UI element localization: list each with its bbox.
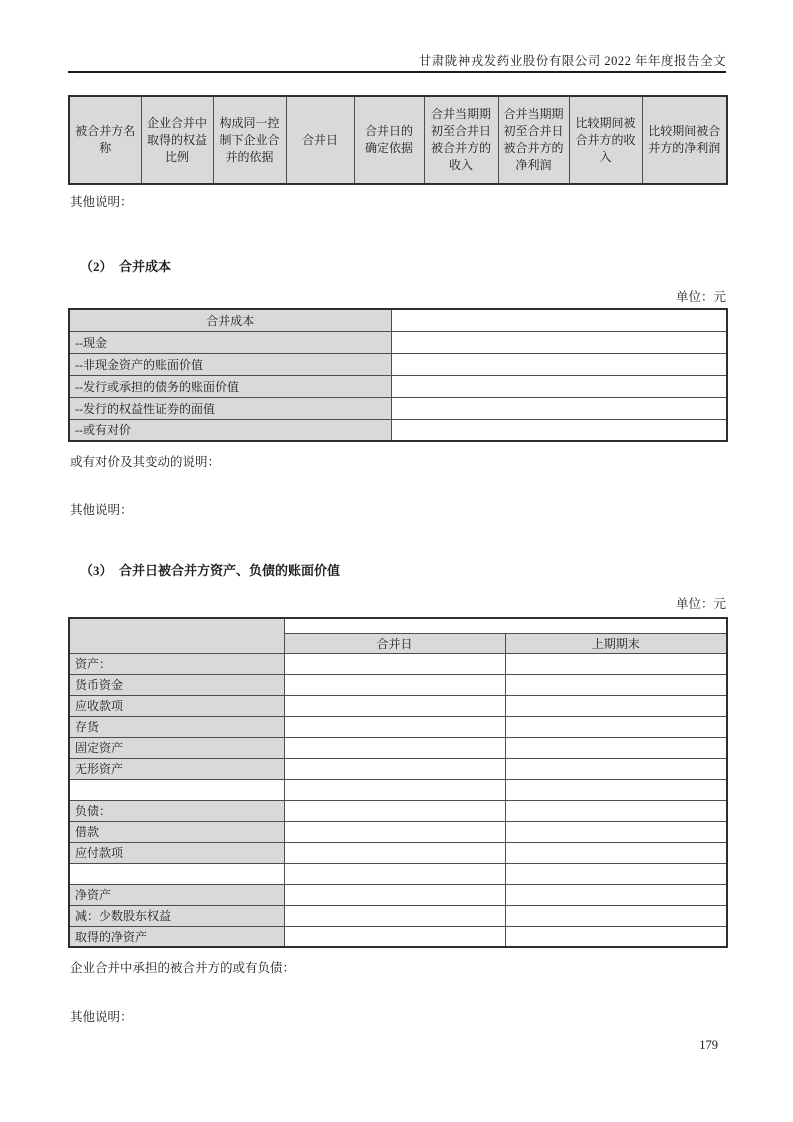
- empty-value-cell: [505, 653, 727, 674]
- table-row: [69, 905, 727, 926]
- header-cell-merger-date-basis: 合并日的确定依据: [354, 96, 424, 184]
- empty-value-cell: [284, 926, 505, 947]
- row-label-inventory: 存货: [69, 716, 284, 737]
- empty-value-cell: [284, 758, 505, 779]
- header-cell-prior-period-end-col: 上期期末: [505, 633, 727, 653]
- contingent-liability-note: 企业合并中承担的被合并方的或有负债：: [70, 961, 296, 975]
- table-row: [69, 884, 727, 905]
- row-label-liabilities: 负债：: [69, 800, 284, 821]
- empty-value-cell: [505, 863, 727, 884]
- table-row: [69, 863, 727, 884]
- header-cell-period-revenue: 合并当期期初至合并日被合并方的收入: [424, 96, 498, 184]
- row-label-payables: 应付款项: [69, 842, 284, 863]
- corner-header-cell: [69, 618, 284, 653]
- row-label-net-assets: 净资产: [69, 884, 284, 905]
- empty-value-cell: [505, 905, 727, 926]
- table-row: [69, 737, 727, 758]
- table-row: [69, 926, 727, 947]
- row-label-debt-issued: --发行或承担的债务的账面价值: [69, 375, 391, 397]
- empty-value-cell: [505, 758, 727, 779]
- empty-value-cell: [505, 800, 727, 821]
- empty-value-cell: [284, 737, 505, 758]
- table-row: [69, 716, 727, 737]
- header-cell-common-control-basis: 构成同一控制下企业合并的依据: [213, 96, 286, 184]
- table-header-row: [69, 96, 727, 184]
- merger-overview-table: [68, 95, 728, 185]
- table-row: [69, 309, 727, 331]
- contingent-consideration-note: 或有对价及其变动的说明：: [70, 455, 221, 469]
- empty-value-cell: [391, 353, 727, 375]
- table-row: [69, 331, 727, 353]
- table-row: [69, 842, 727, 863]
- table-row: [69, 353, 727, 375]
- row-label-monetary-funds: 货币资金: [69, 674, 284, 695]
- empty-value-cell: [284, 674, 505, 695]
- section-heading-merger-cost: （2） 合并成本: [80, 259, 172, 274]
- empty-header-cell: [284, 618, 727, 633]
- header-divider-rule: [68, 71, 726, 73]
- empty-value-cell: [284, 695, 505, 716]
- header-cell-merger-date-col: 合并日: [284, 633, 505, 653]
- other-note-1: 其他说明：: [70, 195, 133, 209]
- empty-value-cell: [505, 842, 727, 863]
- empty-value-cell: [284, 716, 505, 737]
- table-row: [69, 674, 727, 695]
- table-row: [69, 397, 727, 419]
- other-note-2: 其他说明：: [70, 503, 133, 517]
- header-cell-merger-date: 合并日: [286, 96, 354, 184]
- blank-row-label: [69, 863, 284, 884]
- row-label-intangible-assets: 无形资产: [69, 758, 284, 779]
- table-row: [69, 758, 727, 779]
- table-row: [69, 800, 727, 821]
- empty-value-cell: [284, 863, 505, 884]
- empty-value-cell: [505, 884, 727, 905]
- merger-cost-table: [68, 308, 728, 442]
- row-label-borrowings: 借款: [69, 821, 284, 842]
- row-label-noncash-assets: --非现金资产的账面价值: [69, 353, 391, 375]
- other-note-3: 其他说明：: [70, 1010, 133, 1024]
- empty-value-cell: [505, 695, 727, 716]
- section-heading-book-value: （3） 合并日被合并方资产、负债的账面价值: [80, 563, 341, 578]
- row-label-receivables: 应收款项: [69, 695, 284, 716]
- document-header-title: 甘肃陇神戎发药业股份有限公司 2022 年年度报告全文: [418, 54, 726, 68]
- table-row: [69, 779, 727, 800]
- blank-row-label: [69, 779, 284, 800]
- unit-label-section2: 单位：元: [675, 290, 726, 304]
- unit-label-section3: 单位：元: [675, 597, 726, 611]
- empty-value-cell: [284, 842, 505, 863]
- row-label-fixed-assets: 固定资产: [69, 737, 284, 758]
- table-row: [69, 653, 727, 674]
- empty-value-cell: [505, 779, 727, 800]
- table-row: [69, 821, 727, 842]
- empty-value-cell: [284, 821, 505, 842]
- empty-value-cell: [505, 926, 727, 947]
- empty-value-cell: [505, 737, 727, 758]
- row-label-equity-securities: --发行的权益性证券的面值: [69, 397, 391, 419]
- page-number: 179: [699, 1038, 718, 1052]
- table-header-row: [69, 618, 727, 633]
- empty-value-cell: [284, 800, 505, 821]
- empty-value-cell: [505, 674, 727, 695]
- empty-value-cell: [284, 653, 505, 674]
- merger-cost-header-cell: 合并成本: [69, 309, 391, 331]
- empty-value-cell: [505, 716, 727, 737]
- empty-value-cell: [391, 375, 727, 397]
- header-cell-period-net-profit: 合并当期期初至合并日被合并方的净利润: [498, 96, 569, 184]
- header-cell-comparison-net-profit: 比较期间被合并方的净利润: [642, 96, 727, 184]
- row-label-contingent-consideration: --或有对价: [69, 419, 391, 441]
- empty-value-cell: [284, 884, 505, 905]
- row-label-assets: 资产：: [69, 653, 284, 674]
- table-row: [69, 695, 727, 716]
- empty-value-cell: [391, 309, 727, 331]
- row-label-minority-interest: 减：少数股东权益: [69, 905, 284, 926]
- empty-value-cell: [391, 331, 727, 353]
- empty-value-cell: [284, 905, 505, 926]
- header-cell-equity-ratio: 企业合并中取得的权益比例: [141, 96, 213, 184]
- empty-value-cell: [391, 397, 727, 419]
- row-label-cash: --现金: [69, 331, 391, 353]
- empty-value-cell: [505, 821, 727, 842]
- empty-value-cell: [391, 419, 727, 441]
- empty-value-cell: [284, 779, 505, 800]
- header-cell-comparison-revenue: 比较期间被合并方的收入: [569, 96, 642, 184]
- row-label-net-assets-acquired: 取得的净资产: [69, 926, 284, 947]
- header-cell-merged-party-name: 被合并方名称: [69, 96, 141, 184]
- table-row: [69, 375, 727, 397]
- book-value-table: [68, 617, 728, 948]
- table-row: [69, 419, 727, 441]
